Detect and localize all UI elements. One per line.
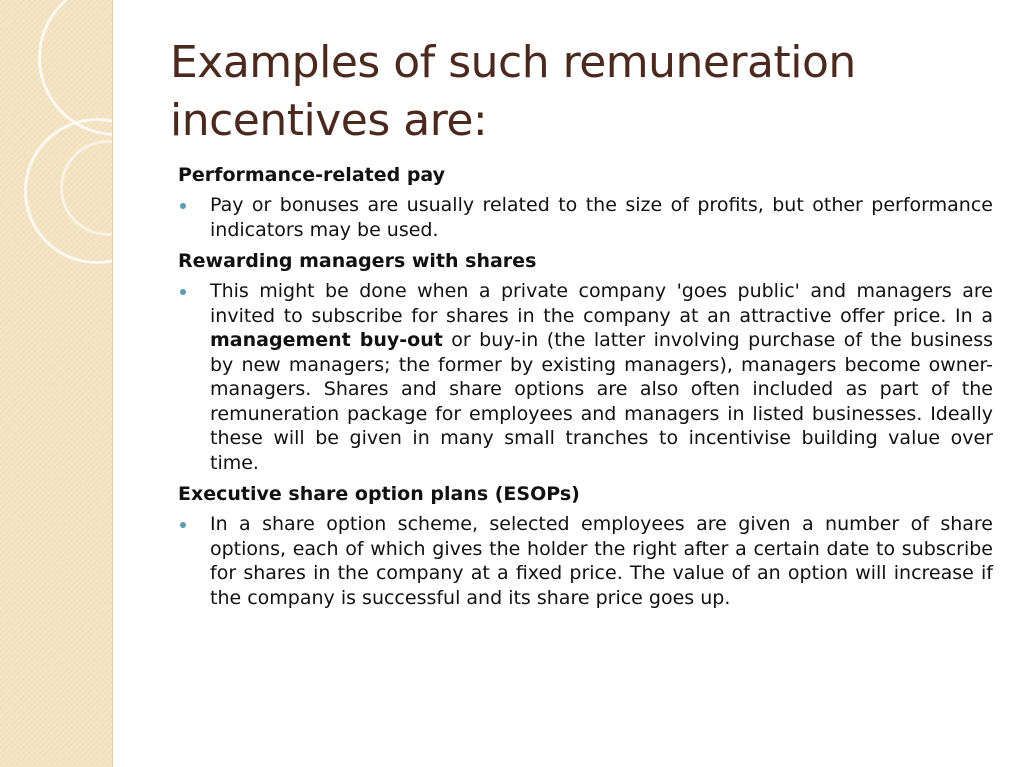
bullet-text: Pay or bonuses are usually related to the size of profits, but other performance indicators may be used. — [210, 194, 993, 241]
section-heading-performance-pay: Performance-related pay — [178, 164, 446, 186]
bullet-text: In a share option scheme, selected employees are given a number of share options, each of which gives the holder the right after a certain date to subscribe for shares in the company at a fixed price. The value of an option will increase if the company is successful and its share price goes up. — [210, 513, 993, 609]
section-heading-esops: Executive share option plans (ESOPs) — [178, 483, 580, 505]
section-heading-rewarding-shares: Rewarding managers with shares — [178, 250, 537, 272]
slide-content — [178, 162, 993, 616]
decorative-ring — [38, 0, 113, 136]
bullet-text-bold: management buy-out — [210, 329, 443, 351]
bullet-item — [178, 193, 993, 242]
bullet-item — [178, 512, 993, 610]
bullet-item — [178, 279, 993, 475]
slide-title: Examples of such remuneration incentives are: — [170, 37, 856, 146]
bullet-dot — [180, 522, 186, 528]
bullet-text-part1: This might be done when a private company 'goes public' and managers are invited to subscribe for shares in the company at an attractive offer price. In a — [210, 280, 993, 327]
decorative-side-band — [0, 0, 113, 767]
bullet-dot — [180, 289, 186, 295]
bullet-dot — [180, 203, 186, 209]
bullet-text-part2: or buy-in (the latter involving purchase of the business by new managers; the former by existing managers), managers become owner-managers. Shares and share options are also often included as part of the remuneration package for employees and managers in listed businesses. Ideally these will be given in many small tranches to incentivise building value over time. — [210, 329, 993, 474]
